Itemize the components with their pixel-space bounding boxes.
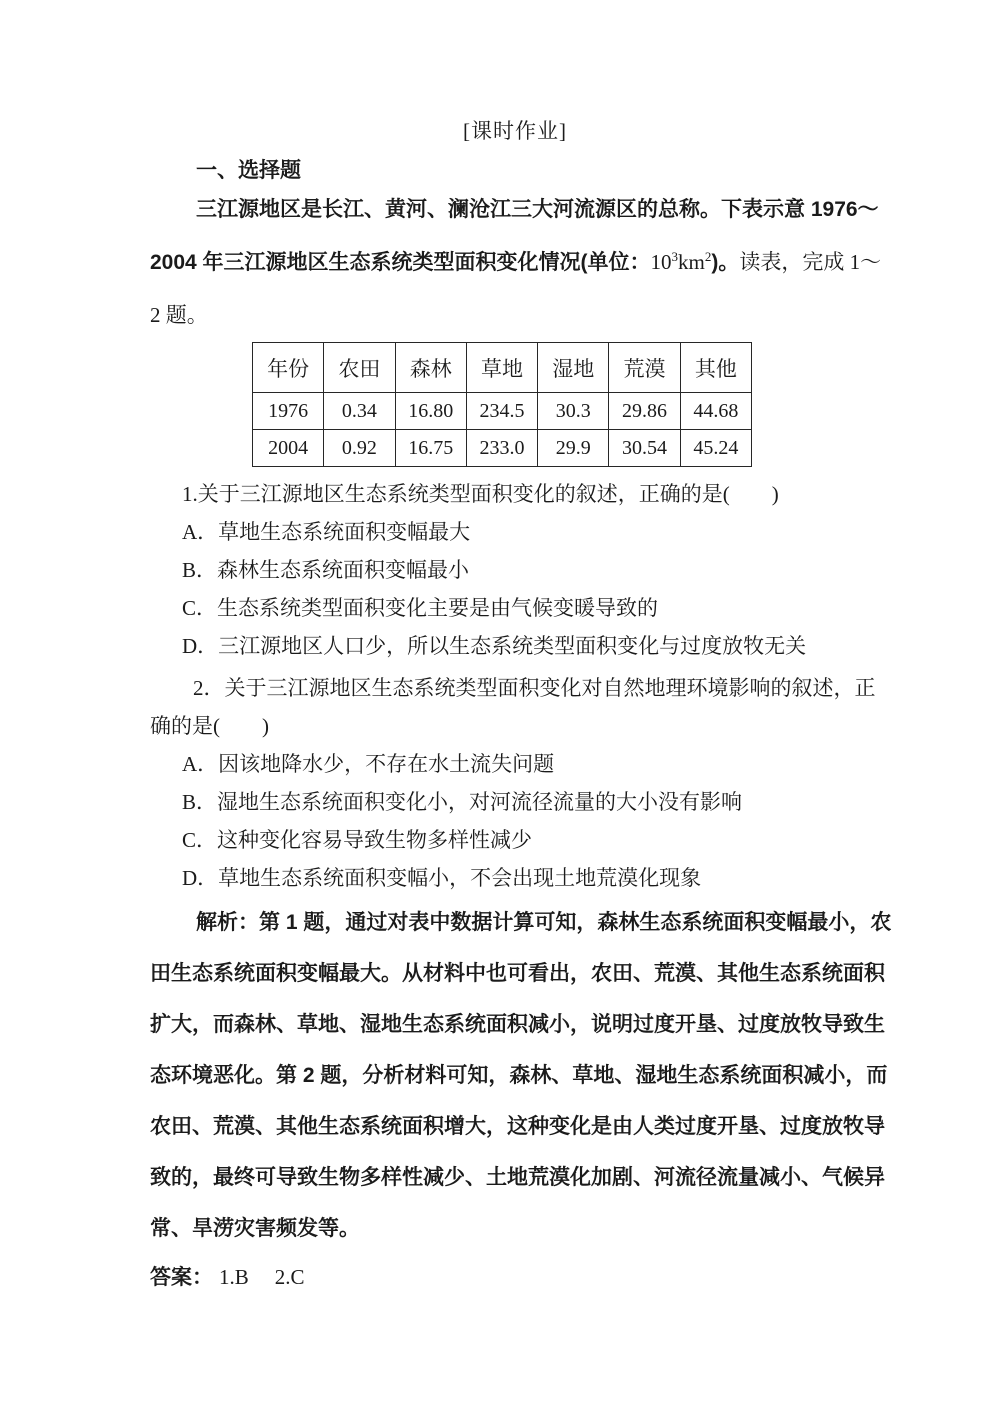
question-2-stem-line-2: 确的是( ) [150, 714, 269, 738]
intro-line-2 [150, 236, 880, 289]
table-header-cell: 荒漠 [609, 343, 680, 393]
intro-line-2-tail: 读表，完成 1～ [739, 250, 882, 274]
question-1-option-b: B．森林生态系统面积变幅最小 [182, 558, 470, 582]
table-cell: 29.9 [538, 430, 609, 467]
question-1-stem: 1.关于三江源地区生态系统类型面积变化的叙述，正确的是( ) [182, 482, 779, 506]
question-2-option-c: C．这种变化容易导致生物多样性减少 [182, 828, 533, 852]
answer-label: 答案： [150, 1266, 213, 1289]
table-row-1976 [253, 393, 752, 430]
section-heading: 一、选择题 [196, 159, 301, 182]
table-cell: 44.68 [680, 393, 751, 430]
analysis-line: 农田、荒漠、其他生态系统面积增大，这种变化是由人类过度开垦、过度放牧导 [150, 1115, 885, 1138]
unit-exponent-1: 3 [671, 249, 679, 264]
question-2-option-a: A．因该地降水少，不存在水土流失问题 [182, 752, 555, 776]
question-2 [150, 669, 880, 897]
table-cell: 45.24 [680, 430, 751, 467]
question-2-option-d: D．草地生态系统面积变幅小，不会出现土地荒漠化现象 [182, 866, 702, 890]
ecosystem-area-table [252, 342, 752, 467]
table-cell: 0.34 [324, 393, 395, 430]
table-cell: 1976 [253, 393, 324, 430]
table-cell: 16.80 [395, 393, 466, 430]
answer-value-2: 2.C [274, 1265, 305, 1289]
intro-line-2-text: 2004 年三江源地区生态系统类型面积变化情况(单位： [150, 251, 651, 274]
intro-paragraph [150, 184, 880, 341]
table-cell: 0.92 [324, 430, 395, 467]
table-cell: 30.54 [609, 430, 680, 467]
table-header-cell: 年份 [253, 343, 324, 393]
table-cell: 30.3 [538, 393, 609, 430]
unit-km: km [678, 250, 705, 274]
question-2-option-b: B．湿地生态系统面积变化小，对河流径流量的大小没有影响 [182, 790, 743, 814]
intro-line-3: 2 题。 [150, 303, 208, 327]
answer-value-1: 1.B [219, 1265, 249, 1289]
table-cell: 16.75 [395, 430, 466, 467]
question-2-stem-line-1: 2．关于三江源地区生态系统类型面积变化对自然地理环境影响的叙述，正 [193, 676, 876, 700]
question-1-option-c: C．生态系统类型面积变化主要是由气候变暖导致的 [182, 596, 659, 620]
question-1 [150, 475, 880, 665]
table-header-cell: 草地 [466, 343, 537, 393]
page-title: [课时作业] [463, 119, 567, 143]
analysis-line: 态环境恶化。第 2 题，分析材料可知，森林、草地、湿地生态系统面积减小，而 [150, 1064, 888, 1087]
table-cell: 233.0 [466, 430, 537, 467]
question-1-option-a: A．草地生态系统面积变幅最大 [182, 520, 471, 544]
table-cell: 234.5 [466, 393, 537, 430]
intro-line-1: 三江源地区是长江、黄河、澜沧江三大河流源区的总称。下表示意 1976～ [196, 198, 879, 221]
question-1-option-d: D．三江源地区人口少，所以生态系统类型面积变化与过度放牧无关 [182, 634, 807, 658]
table-header-cell: 其他 [680, 343, 751, 393]
analysis-line: 解析：第 1 题，通过对表中数据计算可知，森林生态系统面积变幅最小，农 [196, 911, 892, 934]
answer-line [150, 1262, 880, 1293]
unit-base: 10 [650, 250, 672, 274]
analysis-paragraph [150, 897, 892, 1254]
table-cell: 2004 [253, 430, 324, 467]
table-header-cell: 森林 [395, 343, 466, 393]
table-row-2004 [253, 430, 752, 467]
table-header-row [253, 343, 752, 393]
analysis-line: 常、旱涝灾害频发等。 [150, 1217, 360, 1240]
analysis-line: 扩大，而森林、草地、湿地生态系统面积减小，说明过度开垦、过度放牧导致生 [150, 1013, 885, 1036]
analysis-line: 致的，最终可导致生物多样性减少、土地荒漠化加剧、河流径流量减小、气候异 [150, 1166, 885, 1189]
unit-exponent-2: 2 [704, 249, 712, 264]
intro-line-2-close: )。 [711, 251, 740, 274]
table-header-cell: 农田 [324, 343, 395, 393]
analysis-line: 田生态系统面积变幅最大。从材料中也可看出，农田、荒漠、其他生态系统面积 [150, 962, 885, 985]
table-header-cell: 湿地 [538, 343, 609, 393]
table-cell: 29.86 [609, 393, 680, 430]
